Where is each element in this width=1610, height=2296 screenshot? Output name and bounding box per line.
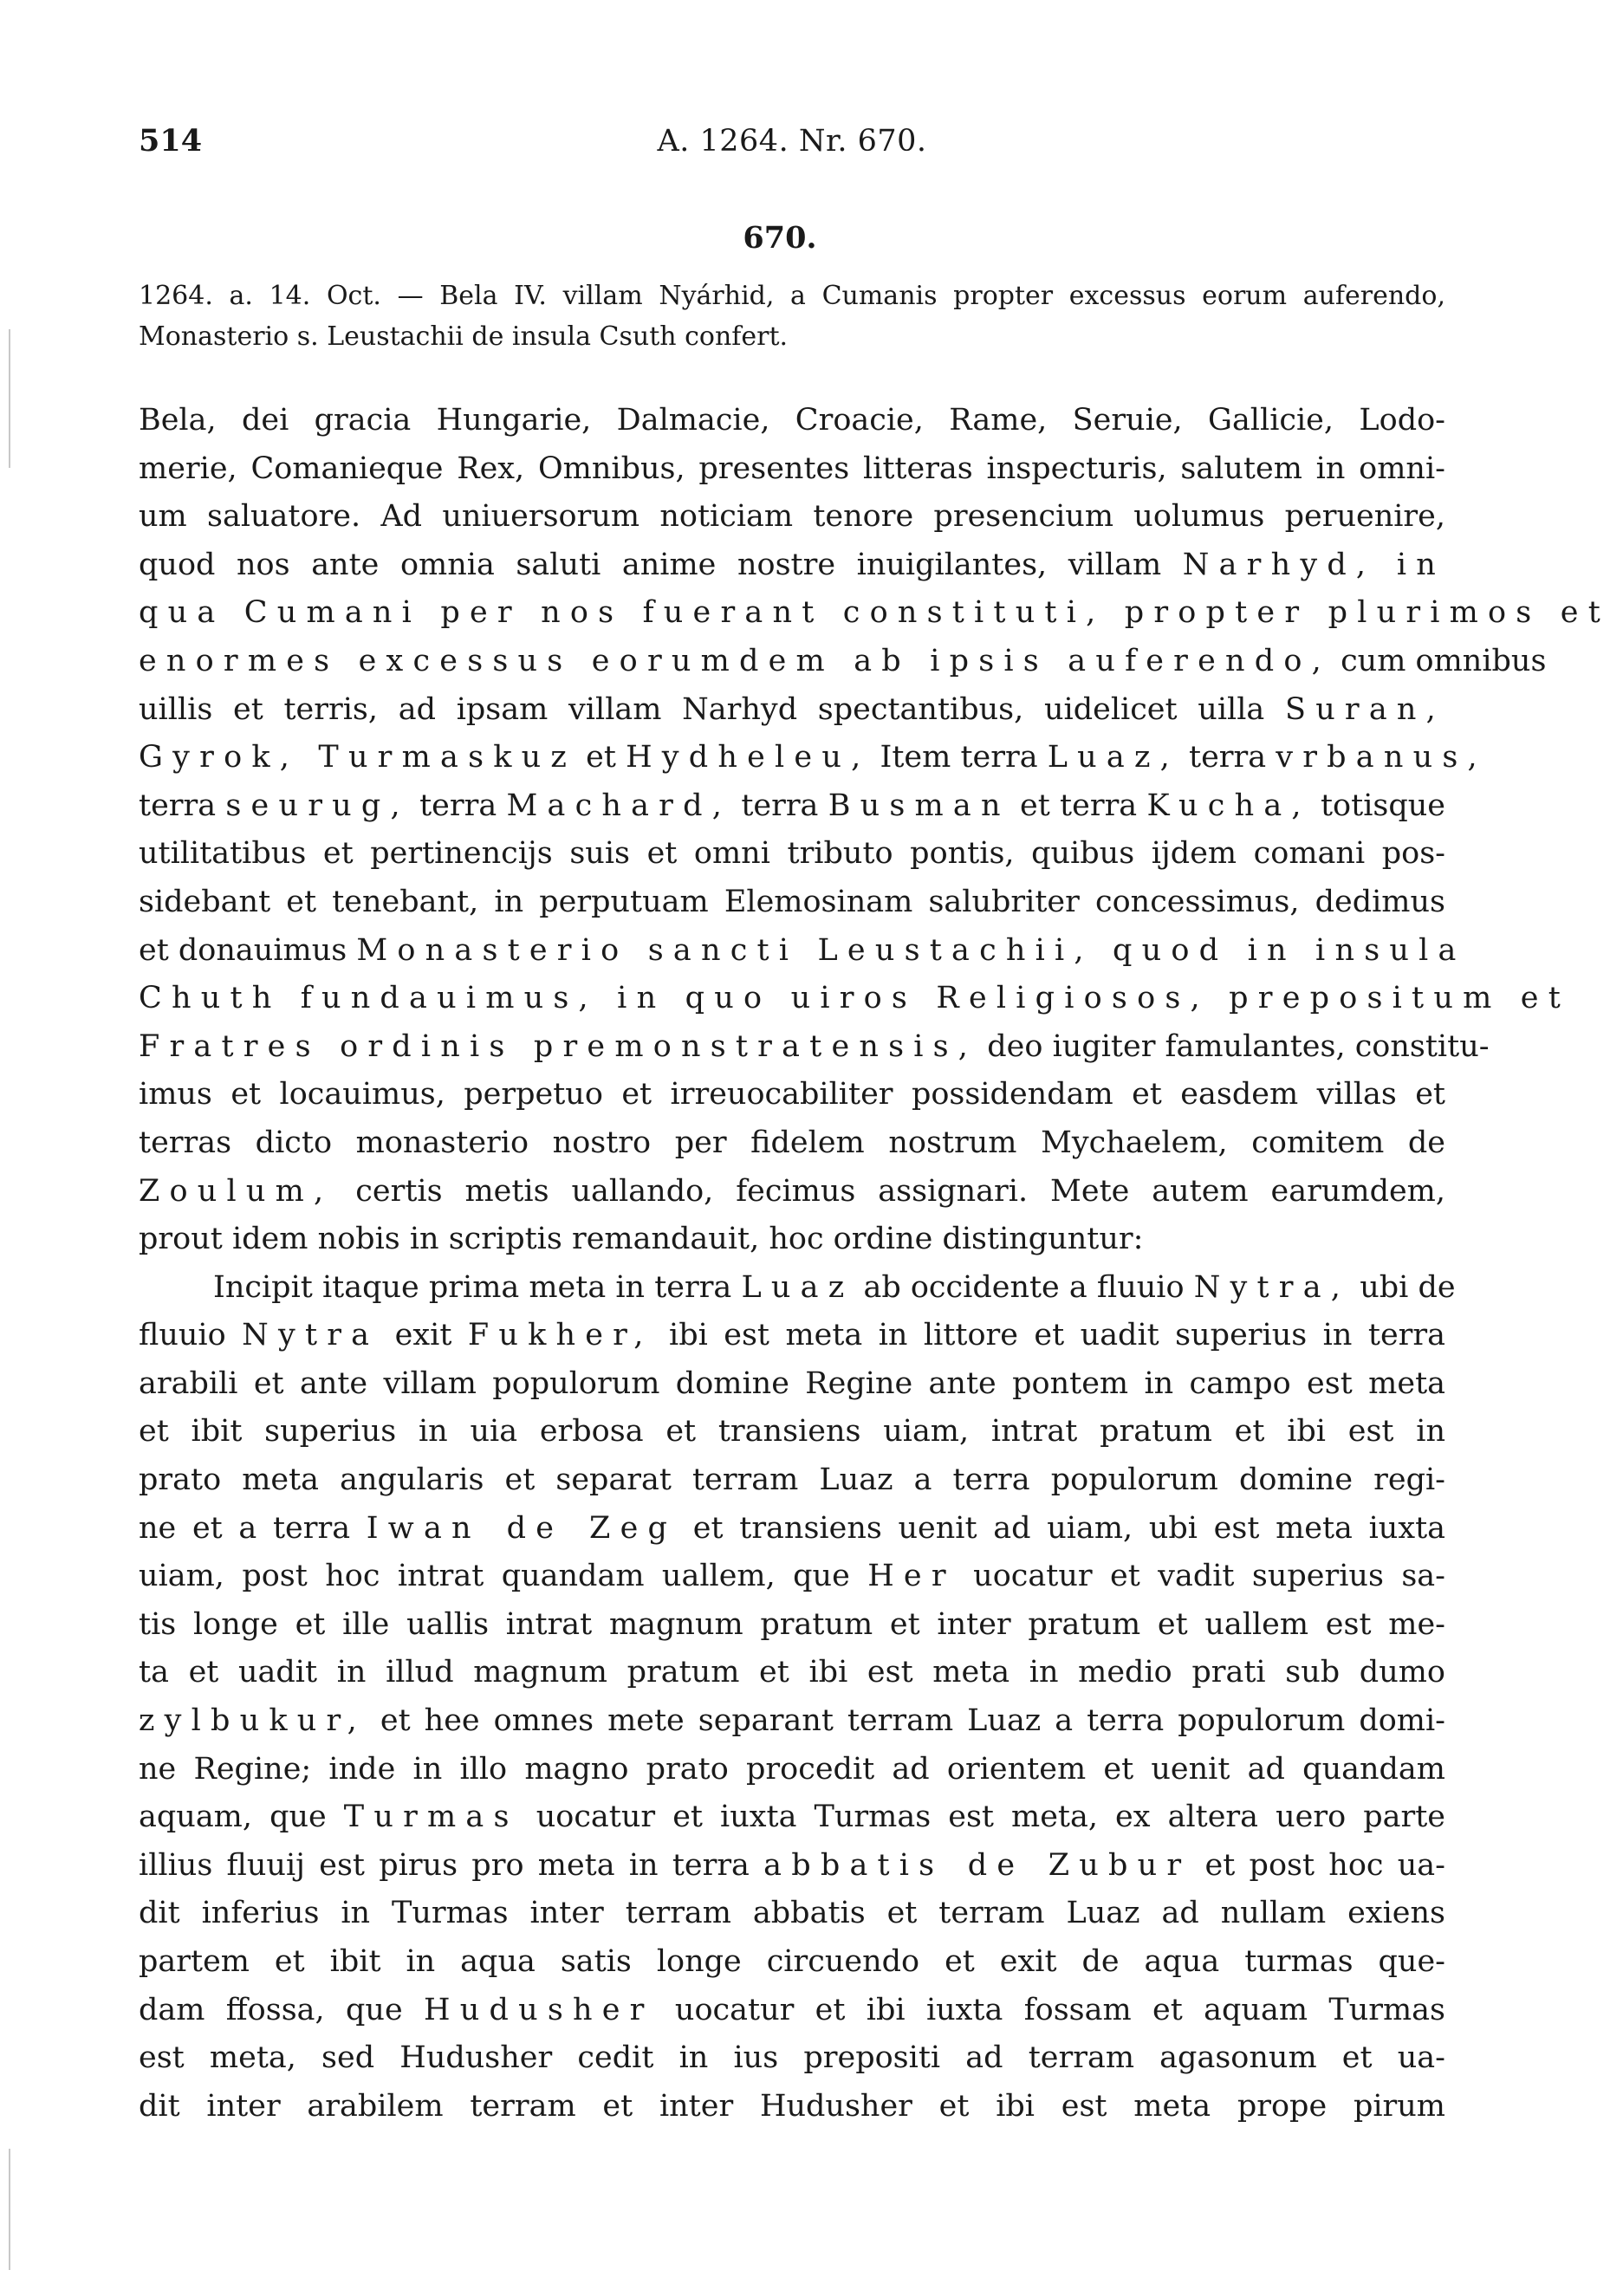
text-line bbox=[139, 1793, 1445, 1842]
text-segment: prato meta angularis et separat terram Luaz a terra populorum domine regi- bbox=[139, 1463, 1445, 1498]
text-line bbox=[139, 1264, 1456, 1313]
spaced-name: seurug, bbox=[225, 788, 410, 823]
text-segment: Incipit itaque prima meta in terra bbox=[213, 1269, 742, 1305]
text-segment: et ibit superius in uia erbosa et transiens uiam, intrat pratum et ibi est in bbox=[139, 1414, 1445, 1450]
text-line bbox=[139, 734, 1487, 782]
text-segment: dit inter arabilem terram et inter Hudusher et ibi est meta prope pirum bbox=[139, 2088, 1445, 2124]
text-line bbox=[139, 1601, 1445, 1650]
text-segment: certis metis uallando, fecimus assignari. Mete autem earumdem, bbox=[333, 1173, 1445, 1209]
text-line bbox=[139, 1456, 1445, 1505]
spaced-name: Gyrok, Turmaskuz bbox=[139, 740, 577, 775]
text-line bbox=[139, 1938, 1445, 1987]
spaced-name: Monasterio sancti Leustachii, quod in insula bbox=[356, 932, 1466, 968]
text-segment: merie, Comanieque Rex, Omnibus, presentes litteras inspecturis, salutem in omni- bbox=[139, 451, 1445, 486]
spaced-name: Zoulum, bbox=[139, 1173, 334, 1209]
text-segment: uillis et terris, ad ipsam villam Narhyd spectantibus, uidelicet uilla bbox=[139, 691, 1286, 727]
text-segment: et hee omnes mete separant terram Luaz a terra populorum domi- bbox=[366, 1703, 1445, 1739]
spaced-name: Kucha, bbox=[1146, 788, 1311, 823]
text-segment: imus et locauimus, perpetuo et irreuocabiliter possidendam et easdem villas et bbox=[139, 1077, 1445, 1112]
text-segment bbox=[1375, 548, 1397, 582]
spaced-name: Fukher, bbox=[467, 1318, 653, 1353]
scan-edge-mark bbox=[9, 329, 10, 468]
text-segment: ne et a terra bbox=[139, 1510, 367, 1546]
text-segment: cum omnibus bbox=[1330, 643, 1547, 678]
text-line bbox=[139, 1168, 1445, 1216]
spaced-name: Iwan de Zeg bbox=[366, 1510, 678, 1546]
spaced-name: Her bbox=[867, 1559, 956, 1594]
text-segment: Bela, dei gracia Hungarie, Dalmacie, Croacie, Rame, Seruie, Gallicie, Lodo- bbox=[139, 403, 1445, 438]
text-segment: ubi de bbox=[1350, 1269, 1456, 1305]
spaced-name: Chuth fundauimus, in quo uiros Religiosos, prepositum et bbox=[139, 981, 1570, 1016]
text-segment: et transiens uenit ad uiam, ubi est meta iuxta bbox=[677, 1510, 1445, 1546]
spaced-name: Turmas bbox=[343, 1800, 519, 1835]
text-segment: ta et uadit in illud magnum pratum et ibi est meta in medio prati sub dumo bbox=[139, 1655, 1445, 1690]
text-segment: et post hoc ua- bbox=[1191, 1847, 1445, 1883]
text-line bbox=[139, 397, 1445, 445]
spaced-name: Machard, bbox=[506, 788, 732, 823]
text-segment: tis longe et ille uallis intrat magnum pratum et inter pratum et uallem est me- bbox=[139, 1606, 1445, 1642]
spaced-name: enormes excessus eorumdem ab ipsis auferendo, bbox=[139, 643, 1331, 678]
text-segment: fluuio bbox=[139, 1318, 243, 1353]
spaced-name: qua Cumani per nos fuerant constituti, propter plurimos et bbox=[139, 595, 1610, 631]
text-line bbox=[139, 927, 1466, 976]
text-segment: deo iugiter famulantes, constitu- bbox=[977, 1028, 1490, 1064]
spaced-name: Luaz, bbox=[1047, 740, 1179, 775]
text-line bbox=[139, 1842, 1445, 1891]
text-line bbox=[139, 2083, 1445, 2131]
text-line bbox=[139, 638, 1547, 686]
page-number: 514 bbox=[139, 123, 203, 159]
text-line bbox=[139, 1312, 1445, 1360]
text-line bbox=[139, 1505, 1445, 1553]
text-line bbox=[139, 1553, 1445, 1601]
spaced-name: in bbox=[1396, 547, 1445, 582]
spaced-name: Narhyd, bbox=[1182, 547, 1376, 582]
text-line bbox=[139, 1023, 1490, 1072]
text-line bbox=[139, 1408, 1445, 1456]
text-segment: et donauimus bbox=[139, 932, 357, 968]
text-segment: partem et ibit in aqua satis longe circuendo et exit de aqua turmas que- bbox=[139, 1944, 1445, 1979]
text-line bbox=[139, 493, 1445, 542]
text-segment: terra bbox=[1178, 740, 1276, 775]
spaced-name: vrbanus, bbox=[1276, 740, 1487, 775]
spaced-name: Hudusher bbox=[424, 1992, 654, 2027]
text-segment: dam ffossa, que bbox=[139, 1992, 425, 2027]
text-segment: uocatur et vadit superius sa- bbox=[955, 1559, 1445, 1594]
spaced-name: Suran, bbox=[1285, 691, 1445, 727]
text-segment: dit inferius in Turmas inter terram abbatis et terram Luaz ad nullam exiens bbox=[139, 1896, 1445, 1931]
text-line bbox=[139, 1216, 1445, 1264]
text-segment: aquam, que bbox=[139, 1800, 344, 1835]
spaced-name: Busman bbox=[828, 788, 1010, 823]
text-line bbox=[139, 830, 1445, 879]
text-segment: ibi est meta in littore et uadit superius in terra bbox=[652, 1318, 1445, 1353]
text-line bbox=[139, 1119, 1445, 1168]
text-segment: prout idem nobis in scriptis remandauit, hoc ordine distinguntur: bbox=[139, 1222, 1144, 1257]
text-segment: terra bbox=[409, 788, 507, 823]
text-line bbox=[139, 445, 1445, 494]
text-line bbox=[139, 1649, 1445, 1697]
document-number: 670. bbox=[743, 220, 817, 256]
text-segment: uocatur et iuxta Turmas est meta, ex altera uero parte bbox=[518, 1800, 1445, 1835]
running-head bbox=[139, 120, 1445, 163]
text-line bbox=[139, 589, 1610, 638]
text-segment: et terra bbox=[1009, 788, 1147, 823]
text-segment: um saluatore. Ad uniuersorum noticiam tenore presencium uolumus peruenire, bbox=[139, 499, 1445, 535]
spaced-name: Fratres ordinis premonstratensis, bbox=[139, 1028, 978, 1064]
text-segment: terras dicto monasterio nostro per fidelem nostrum Mychaelem, comitem de bbox=[139, 1125, 1445, 1160]
text-segment: sidebant et tenebant, in perputuam Elemosinam salubriter concessimus, dedimus bbox=[139, 884, 1445, 919]
text-segment: est meta, sed Hudusher cedit in ius prepositi ad terram agasonum et ua- bbox=[139, 2040, 1445, 2076]
text-segment: totisque bbox=[1310, 788, 1446, 823]
text-segment: ab occidente a fluuio bbox=[854, 1269, 1194, 1305]
spaced-name: Nytra bbox=[242, 1318, 380, 1353]
text-segment: terra bbox=[731, 788, 828, 823]
running-title: A. 1264. Nr. 670. bbox=[657, 124, 927, 159]
text-line bbox=[139, 2034, 1445, 2083]
text-line bbox=[139, 1890, 1445, 1938]
text-line bbox=[139, 1360, 1445, 1409]
text-line bbox=[139, 542, 1445, 590]
text-segment: arabili et ante villam populorum domine Regine ante pontem in campo est meta bbox=[139, 1365, 1445, 1401]
spaced-name: abbatis de Zubur bbox=[763, 1847, 1191, 1883]
spaced-name: Nytra, bbox=[1193, 1269, 1351, 1305]
text-segment: quod nos ante omnia saluti anime nostre inuigilantes, villam bbox=[139, 547, 1183, 582]
text-line bbox=[139, 686, 1445, 735]
text-line bbox=[139, 1746, 1445, 1794]
scan-edge-mark bbox=[9, 2149, 10, 2270]
text-segment: uocatur et ibi iuxta fossam et aquam Turmas bbox=[653, 1992, 1445, 2027]
text-line bbox=[139, 782, 1445, 831]
charter-text bbox=[139, 397, 1610, 2131]
text-line bbox=[139, 1071, 1445, 1119]
text-segment: et bbox=[576, 740, 626, 775]
text-segment: exit bbox=[379, 1318, 468, 1353]
spaced-name: Luaz bbox=[741, 1269, 854, 1305]
text-line bbox=[139, 975, 1570, 1023]
text-line bbox=[139, 1697, 1445, 1746]
text-segment: illius fluuij est pirus pro meta in terra bbox=[139, 1847, 764, 1883]
spaced-name: Hydheleu, bbox=[626, 740, 871, 775]
text-line bbox=[139, 879, 1445, 927]
text-segment: utilitatibus et pertinencijs suis et omni tributo pontis, quibus ijdem comani pos- bbox=[139, 836, 1445, 872]
spaced-name: zylbukur, bbox=[139, 1703, 367, 1739]
text-segment: ne Regine; inde in illo magno prato procedit ad orientem et uenit ad quandam bbox=[139, 1751, 1445, 1787]
text-line bbox=[139, 1987, 1445, 2035]
text-segment: Item terra bbox=[870, 740, 1048, 775]
regest-summary: 1264. a. 14. Oct. — Bela IV. villam Nyárhid, a Cumanis propter excessus eorum auferendo, Monasterio s. Leustachii de insula Csuth confert. bbox=[139, 281, 1445, 352]
text-segment: terra bbox=[139, 788, 226, 823]
text-segment: uiam, post hoc intrat quandam uallem, que bbox=[139, 1559, 868, 1594]
